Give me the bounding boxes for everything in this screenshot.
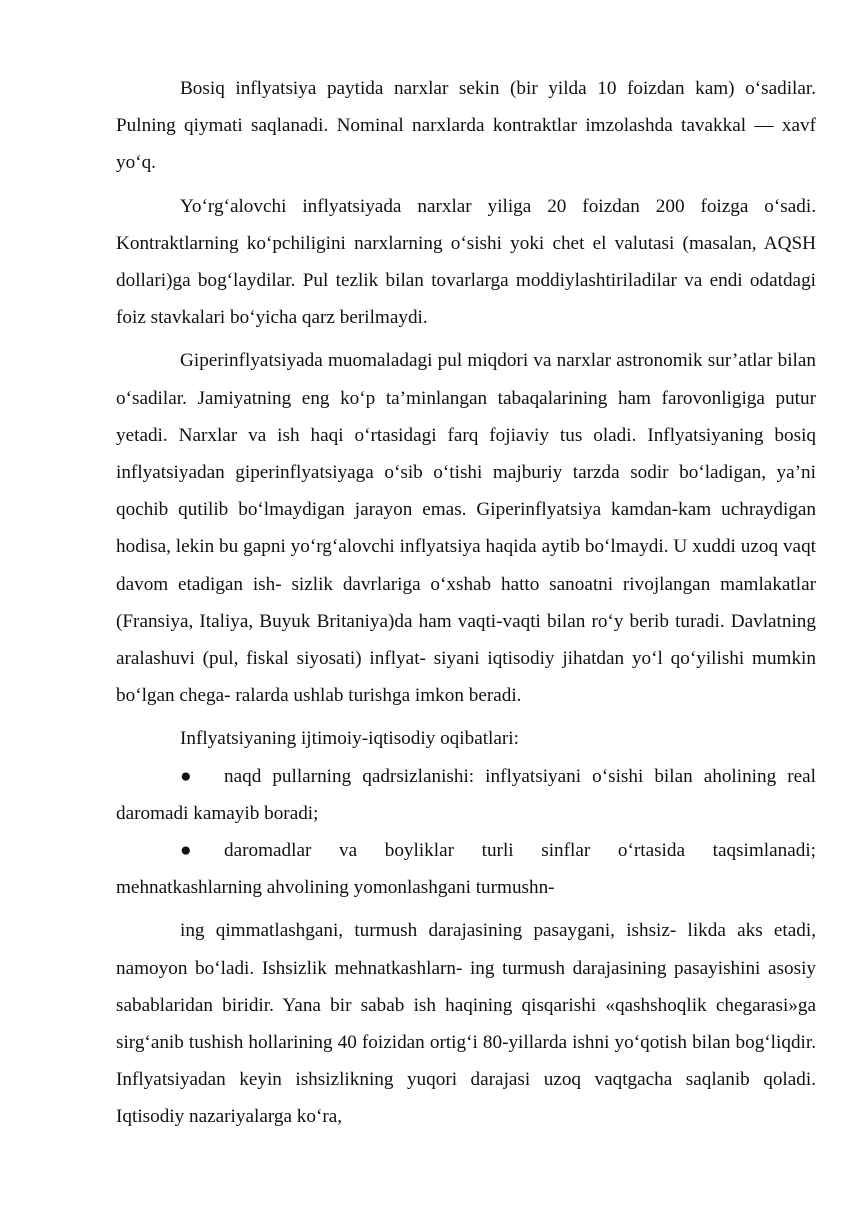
paragraph-creeping-inflation: Bosiq inflyatsiya paytida narxlar sekin (bir yilda 10 foizdan kam) o‘sadilar. Pulning qiymati saqlanadi. Nominal narxlarda kontraktlar imzolashda tavakkal — xavf yo‘q.	[116, 78, 816, 174]
document-page	[116, 70, 816, 1136]
bullet-icon: ●	[180, 765, 192, 787]
paragraph-hyperinflation: Giperinflyatsiyada muomaladagi pul miqdori va narxlar astronomik sur’atlar bilan o‘sadilar. Jamiyatning eng ko‘p ta’minlangan tabaqalarining ham farovonligiga putur yetadi. Narxlar va ish haqi o‘rtasidagi farq fojiaviy tus oladi. Inflyatsiyaning bosiq inflyatsiyadan giperinflyatsiyaga o‘sib o‘tishi majburiy tarzda sodir bo‘ladigan, ya’ni qochib qutilib bo‘lmaydigan jarayon emas. Giperinflyatsiya kamdan-kam uchraydigan hodisa, lekin bu gapni yo‘rg‘alovchi inflyatsiya haqida aytib bo‘lmaydi. U xuddi uzoq vaqt davom etadigan ish- sizlik davrlariga o‘xshab hatto sanoatni rivojlangan mamlakatlar (Fransiya, Italiya, Buyuk Britaniya)da ham vaqti-vaqti bilan ro‘y berib turadi. Davlatning aralashuvi (pul, fiskal siyosati) inflyat- siyani iqtisodiy jihatdan yo‘l qo‘yilishi mumkin bo‘lgan chega- ralarda ushlab turishga imkon beradi.	[116, 350, 816, 707]
paragraph-galloping-inflation: Yo‘rg‘alovchi inflyatsiyada narxlar yiliga 20 foizdan 200 foizga o‘sadi. Kontraktlarning ko‘pchiligini narxlarning o‘sishi yoki chet el valutasi (masalan, AQSH dollari)ga bog‘laydilar. Pul tezlik bilan tovarlarga moddiylashtiriladilar va endi odatdagi foiz stavkalari bo‘yicha qarz berilmaydi.	[116, 195, 816, 329]
bullet-item-2-text: daromadlar va boyliklar turli sinflar o‘rtasida taqsimlanadi; mehnatkashlarning ahvolining yomonlashgani turmushn-	[116, 840, 816, 899]
section-heading: Inflyatsiyaning ijtimoiy-iqtisodiy oqibatlari:	[180, 728, 519, 750]
bullet-icon: ●	[180, 840, 192, 862]
bullet-item-2	[116, 832, 816, 906]
bullet-item-1-text: naqd pullarning qadrsizlanishi: inflyatsiyani o‘sishi bilan aholining real daromadi kamayib boradi;	[116, 765, 816, 824]
bullet-item-1	[116, 758, 816, 832]
paragraph-consequences: ing qimmatlashgani, turmush darajasining pasaygani, ishsiz- likda aks etadi, namoyon bo‘ladi. Ishsizlik mehnatkashlarn- ing turmush darajasining pasayishini asosiy sabablaridan biridir. Yana bir sabab ish haqining qisqarishi «qashshoqlik chegarasi»ga sirg‘anib tushish hollarining 40 foizidan ortig‘i 80-yillarda ishni yo‘qotish bilan bog‘liqdir. Inflyatsiyadan keyin ishsizlikning yuqori darajasi uzoq vaqtgacha saqlanib qoladi. Iqtisodiy nazariyalarga ko‘ra,	[116, 920, 816, 1128]
